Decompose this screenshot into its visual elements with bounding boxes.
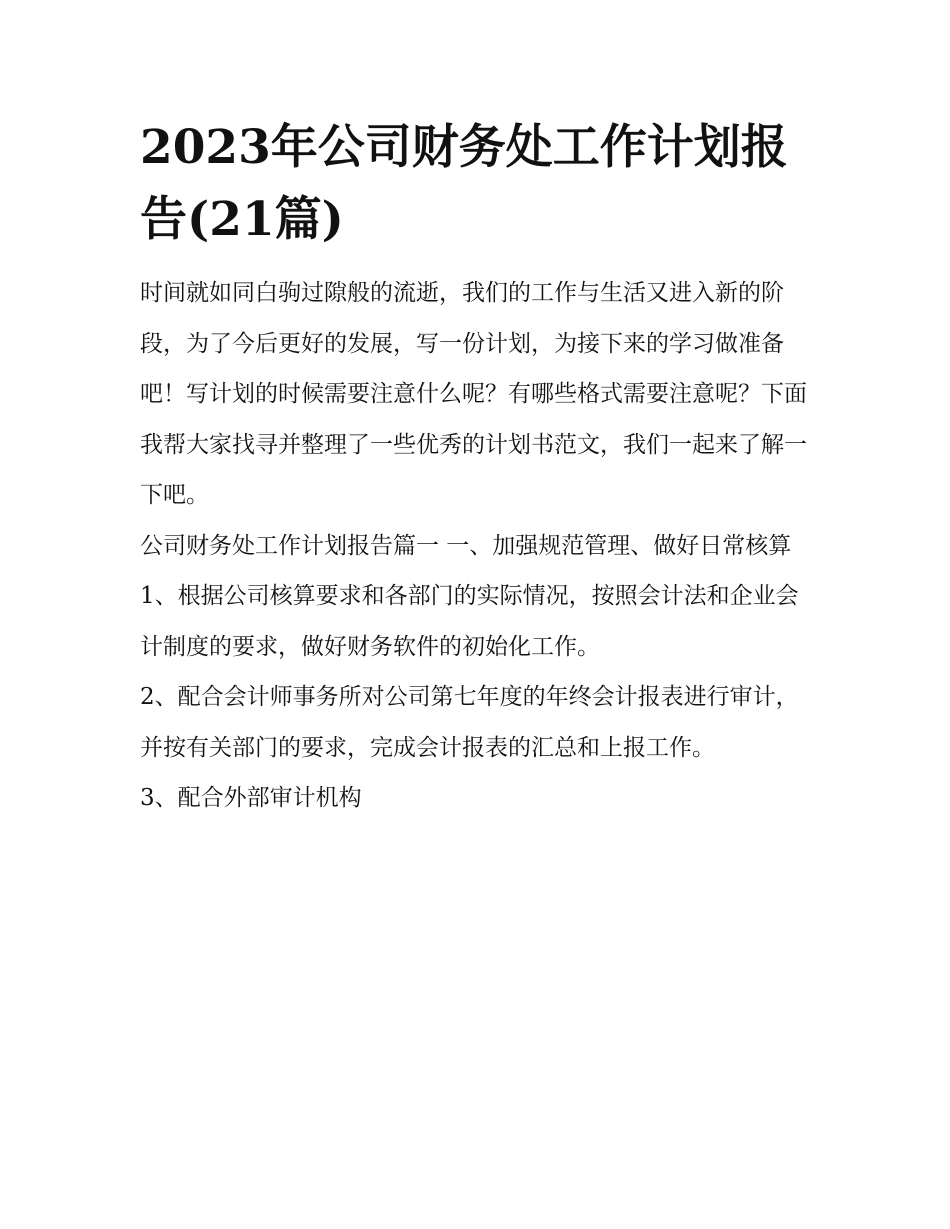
document-title: 2023年公司财务处工作计划报告(21篇) bbox=[140, 120, 788, 247]
list-item-2: 2、配合会计师事务所对公司第七年度的年终会计报表进行审计，并按有关部门的要求，完成会计报表的汇总和上报工作。 bbox=[140, 684, 799, 761]
list-item-1: 1、根据公司核算要求和各部门的实际情况，按照会计法和企业会计制度的要求，做好财务软件的初始化工作。 bbox=[140, 583, 799, 660]
document-body bbox=[140, 112, 812, 824]
intro-paragraph: 时间就如同白驹过隙般的流逝，我们的工作与生活又进入新的阶段，为了今后更好的发展，写一份计划，为接下来的学习做准备吧！写计划的时候需要注意什么呢？有哪些格式需要注意呢？下面我帮大家找寻并整理了一些优秀的计划书范文，我们一起来了解一下吧。 bbox=[140, 280, 807, 508]
section-heading: 公司财务处工作计划报告篇一 一、加强规范管理、做好日常核算 bbox=[140, 532, 792, 559]
list-item-3: 3、配合外部审计机构 bbox=[140, 785, 362, 811]
